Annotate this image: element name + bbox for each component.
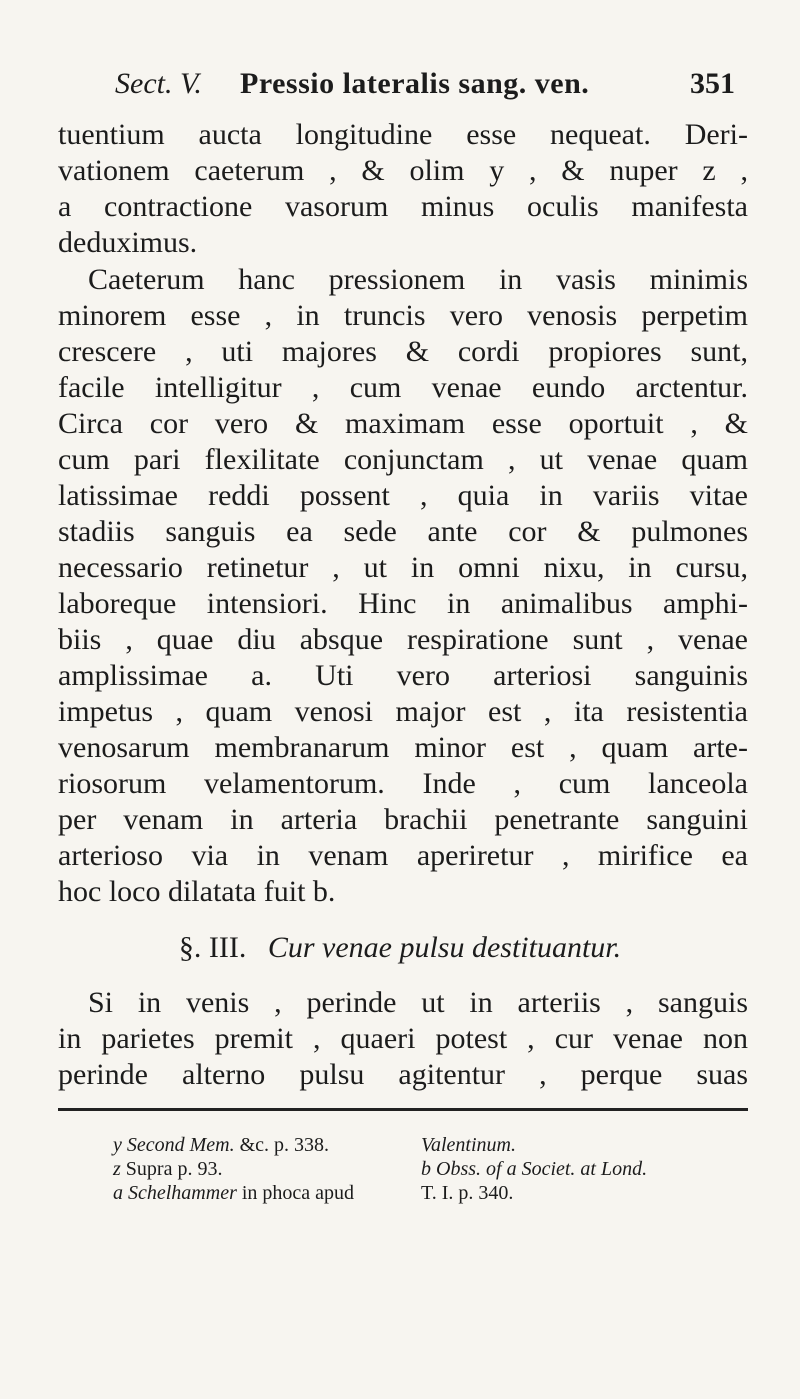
text-line: Caeterum hanc pressionem in vasis minimis <box>88 263 748 296</box>
text-line: deduximus. <box>58 226 198 259</box>
footnote-a <box>113 1181 354 1205</box>
text-line: tuentium aucta longitudine esse nequeat. Deri- <box>58 118 748 151</box>
footnote-ref: p. 93. <box>177 1158 223 1180</box>
text-line: latissimae reddi possent , quia in variis vitae <box>58 479 748 512</box>
footnote-ref: in phoca apud <box>241 1182 355 1204</box>
footnote-marker: b <box>421 1158 431 1180</box>
running-header <box>115 64 735 104</box>
text-line: perinde alterno pulsu agitentur , perque suas <box>58 1058 748 1091</box>
text-line: biis , quae diu absque respiratione sunt , venae <box>58 623 748 656</box>
footnote-ref: &c. p. 338. <box>239 1134 330 1156</box>
text-line: per venam in arteria brachii penetrante sanguini <box>58 803 748 836</box>
text-line: necessario retinetur , ut in omni nixu, in cursu, <box>58 551 748 584</box>
text-line: venosarum membranarum minor est , quam arte- <box>58 731 748 764</box>
text-line: a contractione vasorum minus oculis manifesta <box>58 190 748 223</box>
footnote-y <box>113 1133 329 1157</box>
header-title: Pressio lateralis sang. ven. <box>240 67 590 100</box>
footnote-text: T. I. p. 340. <box>421 1182 514 1204</box>
header-section: Sect. V. <box>115 67 202 100</box>
footnote-marker: a <box>113 1182 123 1204</box>
text-line: cum pari flexilitate conjunctam , ut venae quam <box>58 443 748 476</box>
text-line: in parietes premit , quaeri potest , cur venae non <box>58 1022 748 1055</box>
text-line: amplissimae a. Uti vero arteriosi sanguinis <box>58 659 748 692</box>
text-line: facile intelligitur , cum venae eundo arctentur. <box>58 371 748 404</box>
text-line: hoc loco dilatata fuit b. <box>58 875 336 908</box>
text-line: Circa cor vero & maximam esse oportuit , & <box>58 407 748 440</box>
text-line: stadiis sanguis ea sede ante cor & pulmones <box>58 515 748 548</box>
footnote-divider <box>58 1108 748 1111</box>
section-heading <box>0 930 800 966</box>
text-line: laboreque intensiori. Hinc in animalibus amphi- <box>58 587 748 620</box>
footnote-z <box>113 1157 222 1181</box>
section-title: Cur venae pulsu destituantur. <box>267 931 622 964</box>
footnote-text: Valentinum. <box>421 1134 516 1156</box>
text-line: impetus , quam venosi major est , ita resistentia <box>58 695 748 728</box>
footnote-source: Supra <box>125 1158 173 1180</box>
footnote-continuation <box>421 1181 513 1205</box>
text-line: arterioso via in venam aperiretur , mirifice ea <box>58 839 748 872</box>
footnote-marker: y <box>113 1134 122 1156</box>
text-line: minorem esse , in truncis vero venosis perpetim <box>58 299 748 332</box>
text-line: Si in venis , perinde ut in arteriis , sanguis <box>88 986 748 1019</box>
footnote-source: Second Mem. <box>126 1134 235 1156</box>
footnote-source: Obss. of a Societ. at Lond. <box>436 1158 648 1180</box>
footnote-continuation <box>421 1133 516 1157</box>
section-number: §. III. <box>178 931 247 964</box>
footnote-b <box>421 1157 647 1181</box>
text-line: riosorum velamentorum. Inde , cum lanceola <box>58 767 748 800</box>
text-line: vationem caeterum , & olim y , & nuper z , <box>58 154 748 187</box>
footnote-source: Schelhammer <box>128 1182 237 1204</box>
footnote-marker: z <box>113 1158 121 1180</box>
page-number: 351 <box>690 67 735 100</box>
text-line: crescere , uti majores & cordi propiores sunt, <box>58 335 748 368</box>
